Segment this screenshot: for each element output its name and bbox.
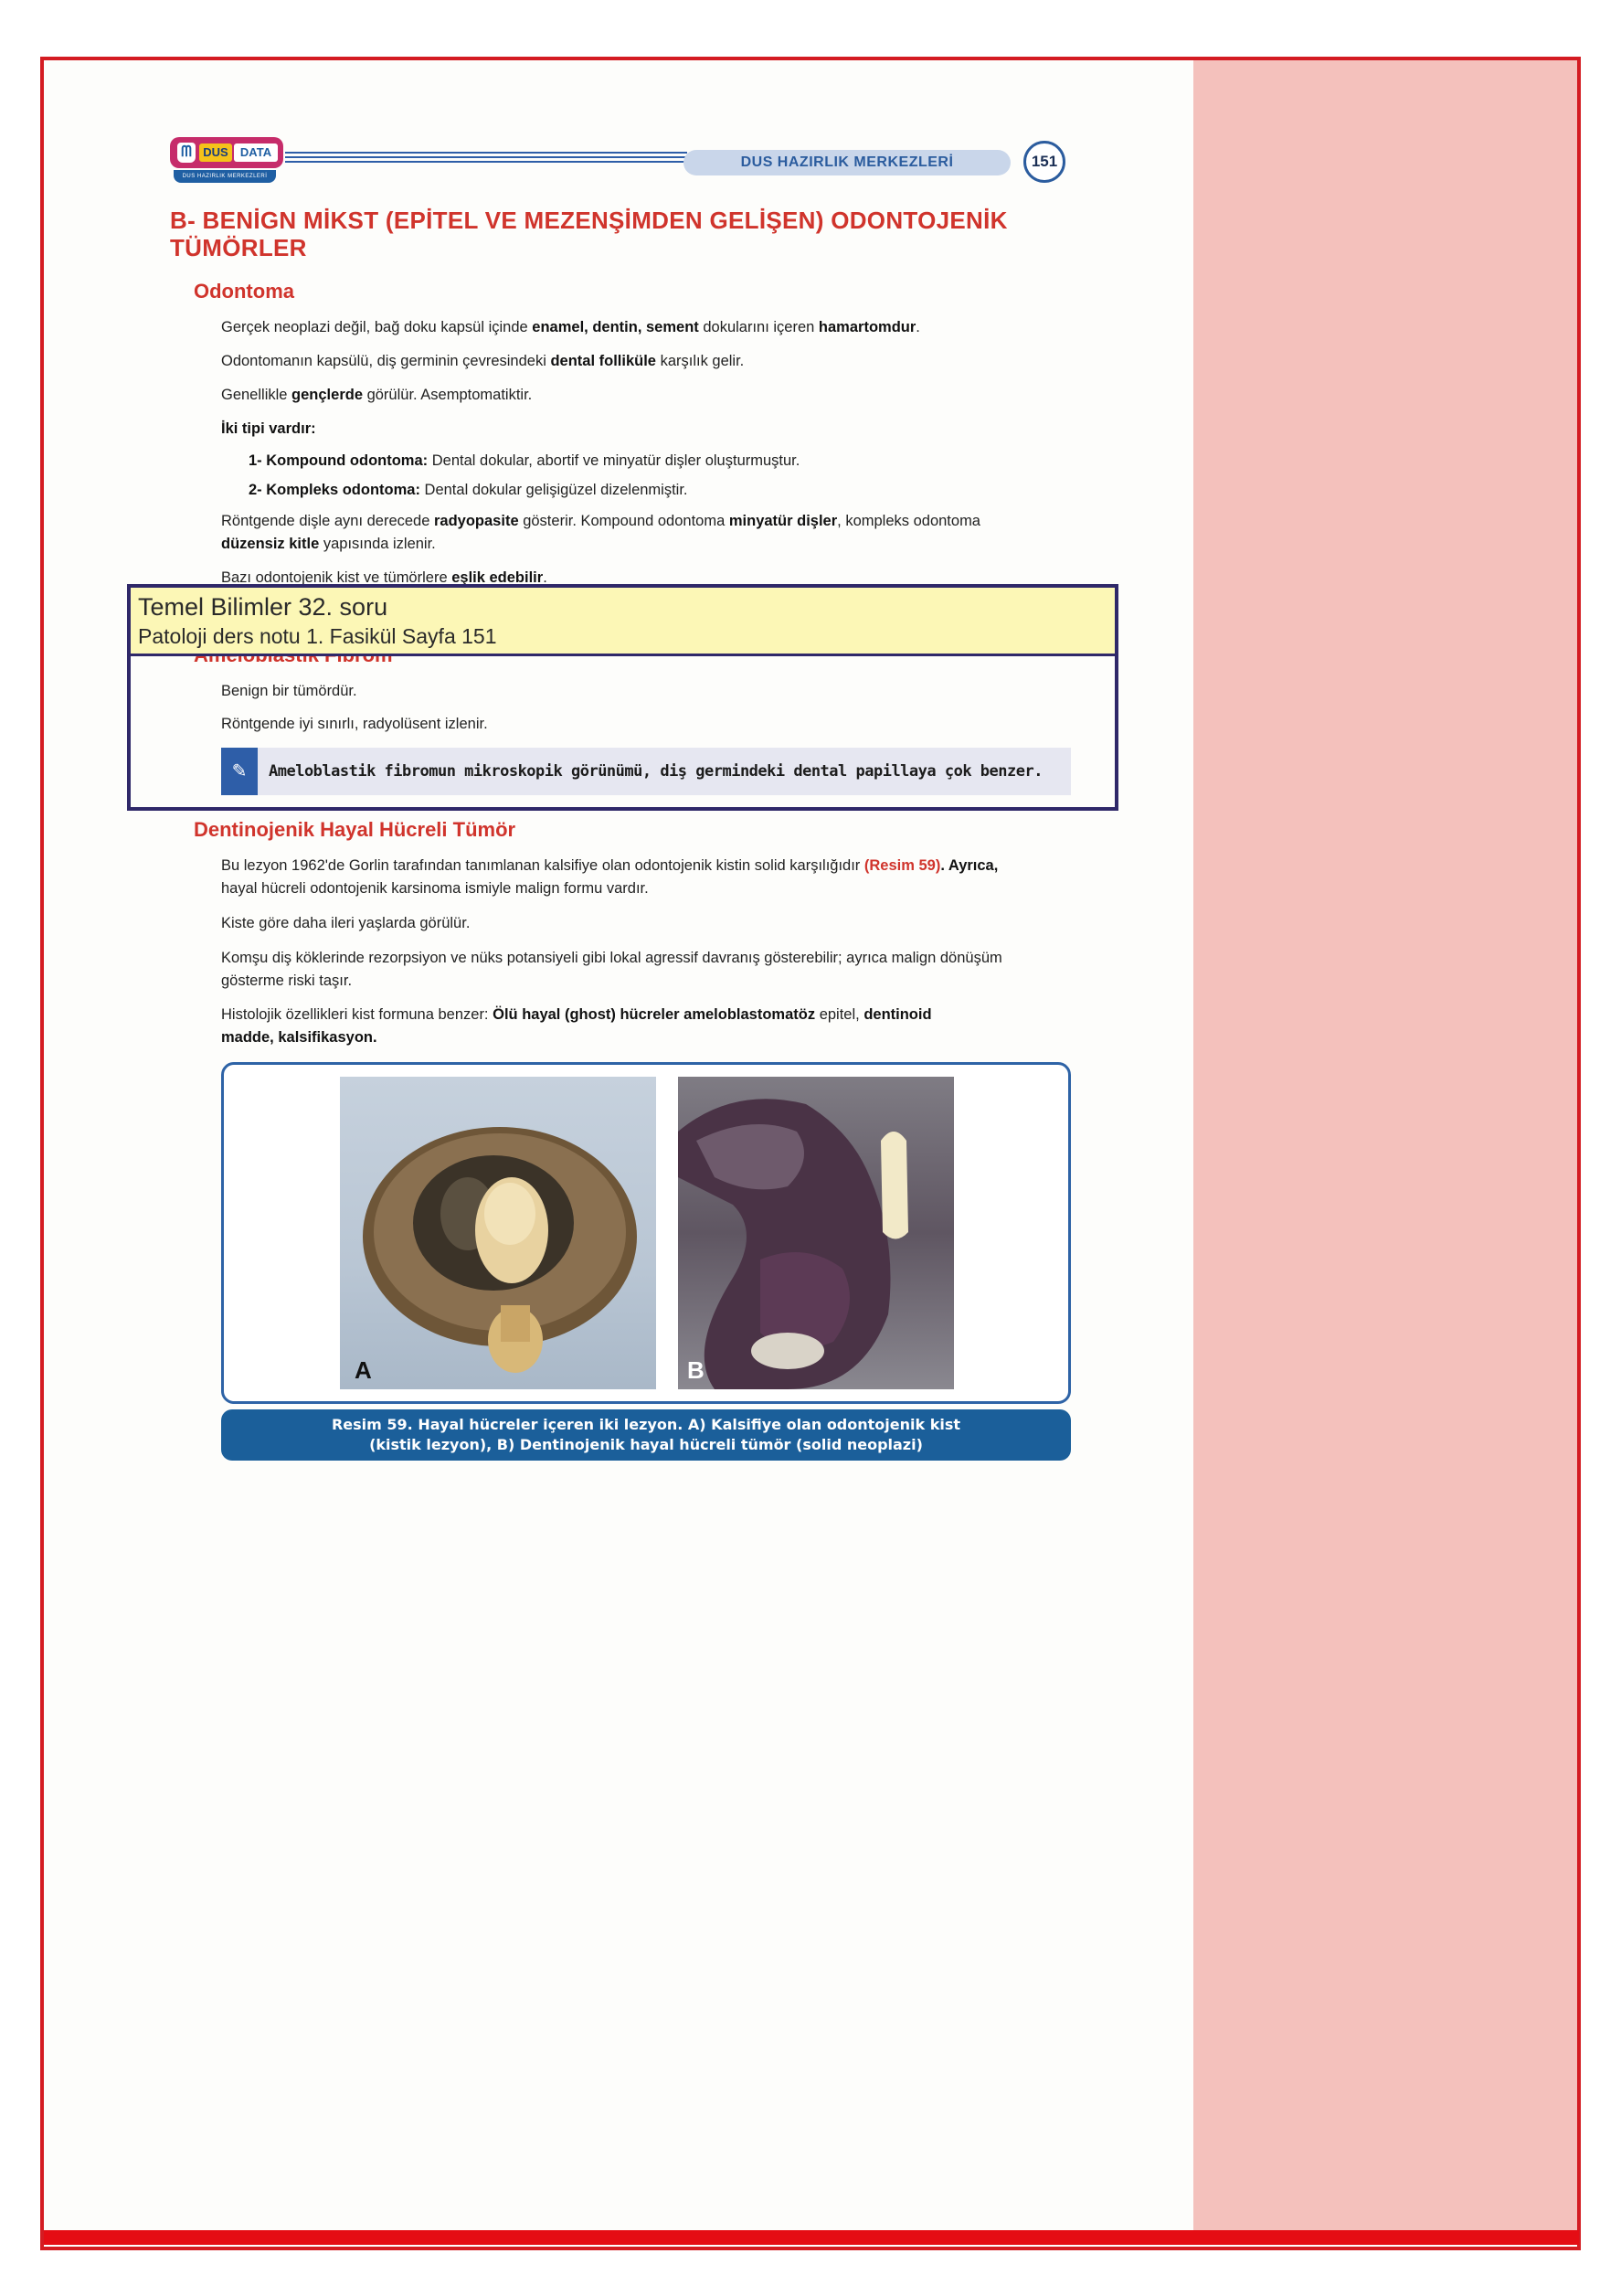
dentinogenic-paragraph-2: Kiste göre daha ileri yaşlarda görülür. (221, 915, 471, 931)
annotation-line-2: Patoloji ders notu 1. Fasikül Sayfa 151 (138, 624, 497, 648)
ameloblastic-paragraph-2: Röntgende iyi sınırlı, radyolüsent izlenir. (221, 716, 488, 732)
photo-b-label: B (687, 1356, 705, 1384)
odontoma-type-2: 2- Kompleks odontoma: Dental dokular gelişigüzel dizelenmiştir. (249, 482, 688, 498)
tooth-icon: ᗰ (177, 143, 196, 163)
annotation-header (131, 588, 1115, 656)
logo-text-dus: DUS (199, 144, 232, 162)
header-center-pill: DUS HAZIRLIK MERKEZLERİ (683, 150, 1011, 175)
section-title: B- BENİGN MİKST (EPİTEL VE MEZENŞİMDEN GELİŞEN) ODONTOJENİK TÜMÖRLER (170, 207, 1008, 261)
dusdata-logo (170, 137, 283, 183)
bottom-red-bar (44, 2230, 1579, 2245)
dentinogenic-paragraph-4: Histolojik özellikleri kist formuna benzer: Ölü hayal (ghost) hücreler ameloblastomatöz epitel, dentinoid madde, kalsifikasyon. (221, 1006, 932, 1046)
logo-text-data: DATA (234, 144, 278, 162)
annotation-line-1: Temel Bilimler 32. soru (138, 593, 388, 621)
odontoma-paragraph-2: Odontomanın kapsülü, diş germinin çevresindeki dental folliküle karşılık gelir. (221, 353, 745, 369)
odontoma-types-heading: İki tipi vardır: (221, 420, 316, 437)
figure-caption (221, 1409, 1071, 1461)
odontoma-heading: Odontoma (194, 280, 294, 303)
photo-a-label: A (355, 1356, 372, 1384)
logo-subtitle: DUS HAZIRLIK MERKEZLERİ (174, 170, 276, 183)
odontoma-type-1: 1- Kompound odontoma: Dental dokular, abortif ve minyatür dişler oluşturmuştur. (249, 452, 800, 469)
photo-b-tumor (678, 1077, 954, 1389)
annotation-box (127, 584, 1118, 811)
header-rule-lines (285, 152, 687, 170)
pencil-icon: ✎ (221, 748, 258, 795)
right-margin-panel (1193, 60, 1577, 2234)
odontoma-paragraph-5: Bazı odontojenik kist ve tümörlere eşlik edebilir. (221, 569, 547, 586)
caption-line-2: (kistik lezyon), B) Dentinojenik hayal hücreli tümör (solid neoplazi) (369, 1436, 923, 1453)
ameloblastic-note-text: Ameloblastik fibromun mikroskopik görünümü, diş germindeki dental papillaya çok benzer. (269, 762, 1043, 781)
odontoma-paragraph-3: Genellikle gençlerde görülür. Asemptomatiktir. (221, 387, 533, 403)
dentinogenic-paragraph-3: Komşu diş köklerinde rezorpsiyon ve nüks potansiyeli gibi lokal agressif davranış gösterebilir; ayrıca malign dönüşüm gösterme riski taşır. (221, 950, 1002, 989)
caption-line-1: Resim 59. Hayal hücreler içeren iki lezyon. A) Kalsifiye olan odontojenik kist (331, 1416, 960, 1433)
odontoma-paragraph-4: Röntgende dişle aynı derecede radyopasite gösterir. Kompound odontoma minyatür dişler, kompleks odontoma düzensiz kitle yapısında izlenir. (221, 513, 980, 552)
dentinogenic-paragraph-1: Bu lezyon 1962'de Gorlin tarafından tanımlanan kalsifiye olan odontojenik kistin solid karşılığıdır (Resim 59). Ayrıca, hayal hücreli odontojenik karsinoma ismiyle malign formu vardır. (221, 857, 999, 897)
ameloblastic-paragraph-1: Benign bir tümördür. (221, 683, 357, 699)
dentinogenic-heading: Dentinojenik Hayal Hücreli Tümör (194, 818, 516, 841)
photo-a-cyst (340, 1077, 656, 1389)
page-number: 151 (1023, 141, 1065, 183)
odontoma-paragraph-1: Gerçek neoplazi değil, bağ doku kapsül içinde enamel, dentin, sement dokularını içeren hamartomdur. (221, 319, 920, 335)
